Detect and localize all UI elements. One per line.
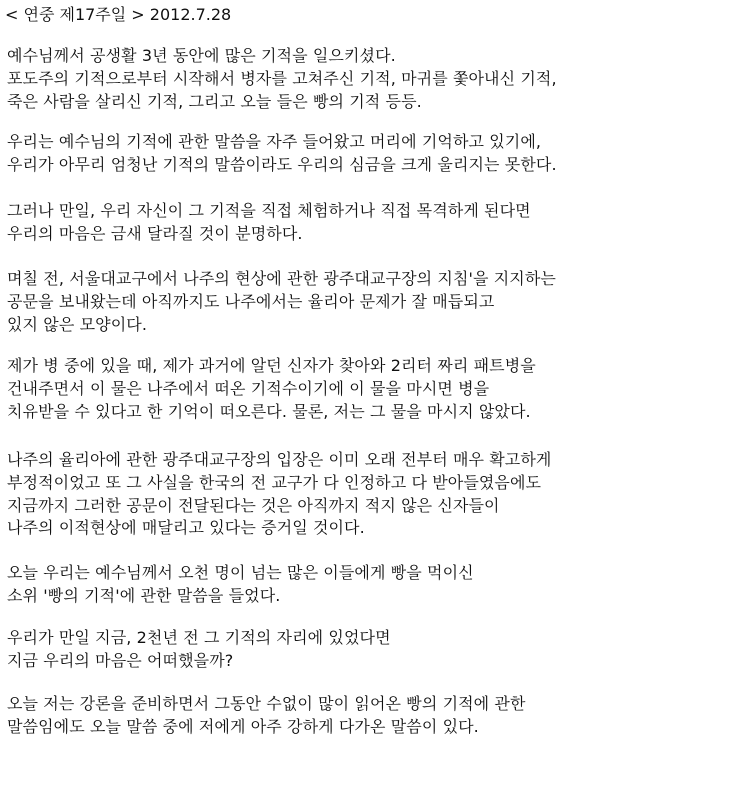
paragraph — [7, 627, 391, 673]
text-line: 말씀임에도 오늘 말씀 중에 저에게 아주 강하게 다가온 말씀이 있다. — [7, 716, 479, 736]
text-line: 오늘 우리는 예수님께서 오천 명이 넘는 많은 이들에게 빵을 먹이신 — [7, 563, 474, 582]
text-line: 우리의 마음은 금새 달라질 것이 분명하다. — [7, 223, 303, 243]
text-line: 우리가 아무리 엄청난 기적의 말씀이라도 우리의 심금을 크게 울리지는 못한다. — [7, 154, 557, 174]
paragraph — [7, 355, 536, 423]
paragraph — [7, 45, 557, 113]
text-line: 그러나 만일, 우리 자신이 그 기적을 직접 체험하거나 직접 목격하게 된다면 — [7, 201, 531, 220]
text-line: 건내주면서 이 물은 나주에서 떠온 기적수이기에 이 물을 마시면 병을 — [7, 378, 490, 398]
text-line: 있지 않은 모양이다. — [7, 314, 148, 334]
text-line: 나주의 이적현상에 매달리고 있다는 증거일 것이다. — [7, 518, 365, 538]
text-line: 소위 '빵의 기적'에 관한 말씀을 들었다. — [7, 585, 281, 605]
paragraph — [7, 200, 531, 246]
text-line: 부정적이었고 또 그 사실을 한국의 전 교구가 다 인정하고 다 받아들였음에도 — [7, 472, 542, 492]
paragraph — [7, 693, 526, 739]
text-line: 지금까지 그러한 공문이 전달된다는 것은 아직까지 적지 않은 신자들이 — [7, 495, 500, 515]
text-line: 공문을 보내왔는데 아직까지도 나주에서는 율리아 문제가 잘 매듭되고 — [7, 291, 495, 311]
document-header: < 연중 제17주일 > 2012.7.28 — [5, 5, 232, 24]
text-line: 포도주의 기적으로부터 시작해서 병자를 고쳐주신 기적, 마귀를 쫓아내신 기적, — [7, 68, 557, 88]
text-line: 지금 우리의 마음은 어떠했을까? — [7, 650, 234, 670]
paragraph — [7, 268, 556, 336]
paragraph — [7, 131, 557, 177]
text-line: 죽은 사람을 살리신 기적, 그리고 오늘 들은 빵의 기적 등등. — [7, 91, 422, 111]
text-line: 오늘 저는 강론을 준비하면서 그동안 수없이 많이 읽어온 빵의 기적에 관한 — [7, 694, 526, 713]
text-line: 제가 병 중에 있을 때, 제가 과거에 알던 신자가 찾아와 2리터 짜리 패트병을 — [7, 356, 536, 375]
text-line: 예수님께서 공생활 3년 동안에 많은 기적을 일으키셨다. — [7, 46, 396, 65]
paragraph — [7, 562, 474, 608]
text-line: 나주의 율리아에 관한 광주대교구장의 입장은 이미 오래 전부터 매우 확고하게 — [7, 450, 552, 469]
paragraph — [7, 449, 551, 540]
text-line: 우리는 예수님의 기적에 관한 말씀을 자주 들어왔고 머리에 기억하고 있기에, — [7, 132, 542, 151]
text-line: 우리가 만일 지금, 2천년 전 그 기적의 자리에 있었다면 — [7, 628, 391, 647]
text-line: 치유받을 수 있다고 한 기억이 떠오른다. 물론, 저는 그 물을 마시지 않았다. — [7, 401, 531, 421]
text-line: 며칠 전, 서울대교구에서 나주의 현상에 관한 광주대교구장의 지침'을 지지하는 — [7, 269, 556, 288]
